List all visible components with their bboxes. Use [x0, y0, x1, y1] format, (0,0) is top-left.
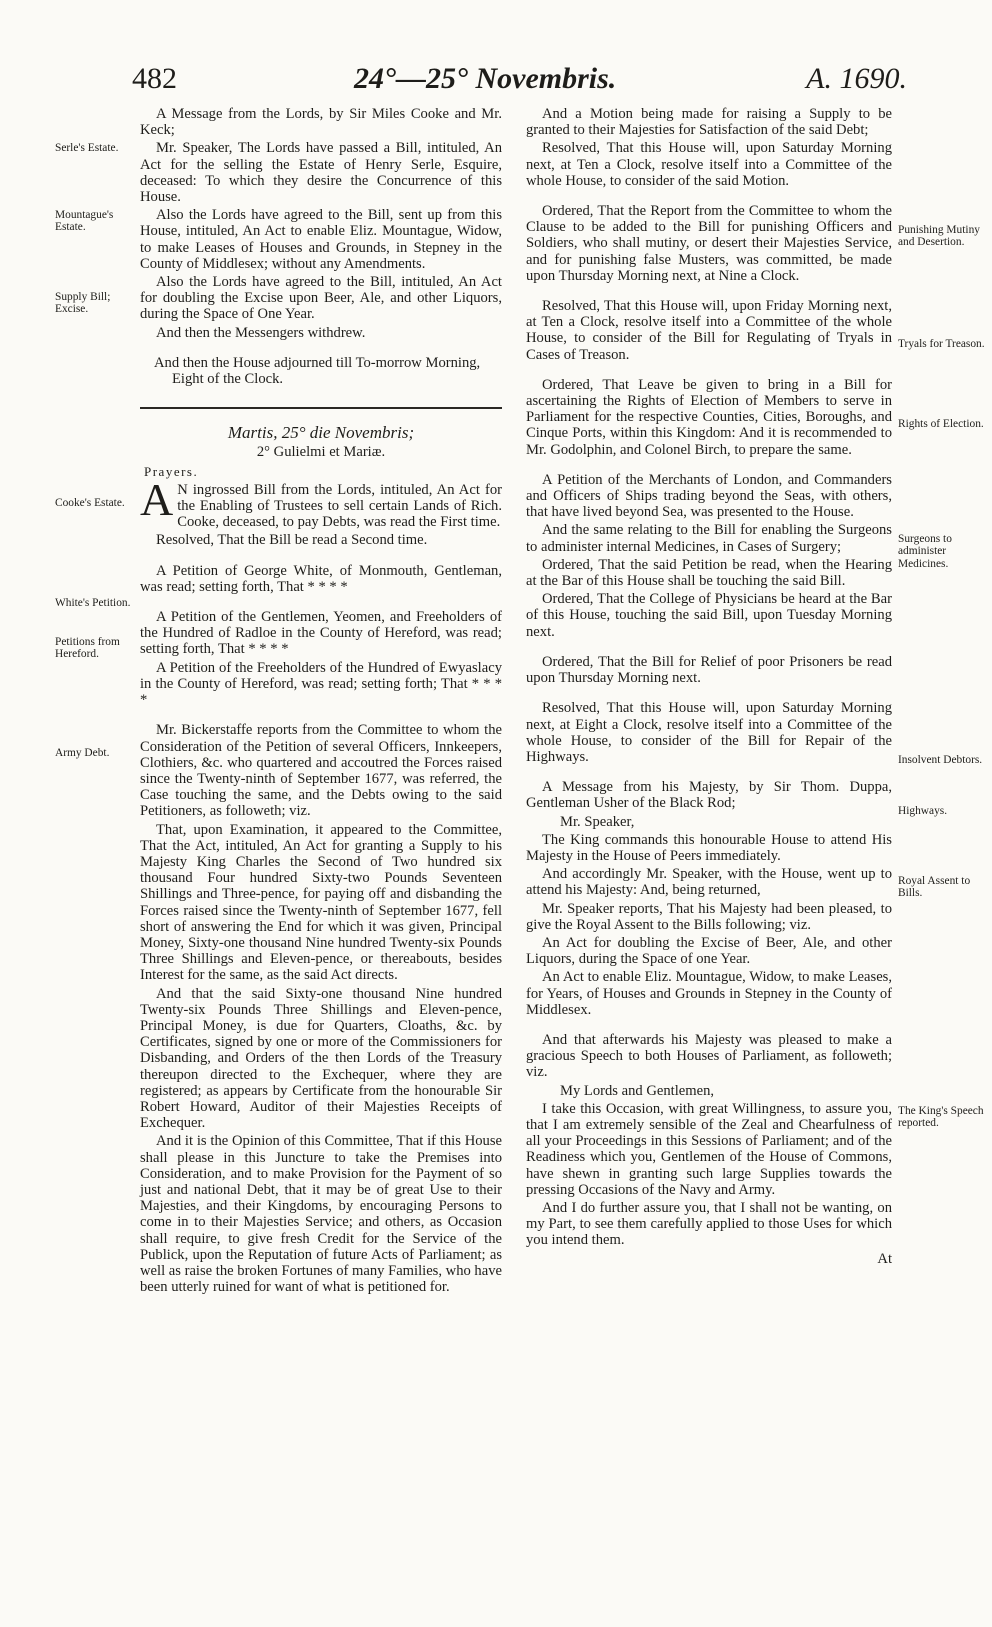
paragraph: Ordered, That Leave be given to bring in a Bill for ascertaining the Rights of Election of Members to serve in Parliament for the respective Counties, Cities, Boroughs, and Cinque Ports, within this Kingdom: And it is recommended to Mr. Godolphin, and Colonel Birch, to prepare the same.	[526, 376, 892, 458]
paragraph: A Petition of the Gentlemen, Yeomen, and Freeholders of the Hundred of Radloe in the County of Hereford, was read; setting forth, That * * * *	[140, 609, 502, 658]
margin-note-tryals-treason: Tryals for Treason.	[898, 338, 985, 350]
paragraph: And accordingly Mr. Speaker, with the House, went up to attend his Majesty: And, being returned,	[526, 866, 892, 899]
paragraph: Mr. Bickerstaffe reports from the Committee to whom the Consideration of the Petition of several Officers, Innkeepers, Clothiers, &c. who quartered and accoutred the Forces raised since the Twenty-ninth of September 1677, was referred, the Case touching the same, and the Debts owing to the said Petitioners, as followeth; viz.	[140, 722, 502, 820]
margin-note-insolvent-debtors: Insolvent Debtors.	[898, 754, 983, 766]
catchword: At	[877, 1250, 892, 1267]
paragraph: Resolved, That this House will, upon Saturday Morning next, at Eight a Clock, resolve itself into a Committee of the whole House, to consider of the Bill for Repair of the Highways.	[526, 700, 892, 765]
salutation: My Lords and Gentlemen,	[560, 1082, 715, 1099]
header-year: A. 1690.	[806, 62, 907, 95]
section-rule	[140, 407, 502, 409]
paragraph: And it is the Opinion of this Committee, That if this House shall please in this Juncture to take the Premises into Consideration, and to make Provision for the Payment of so just and national Debt, that it may be of great Use to their Majesties, and their Kingdoms, by encouraging Persons to come in to their Majesties Service; and others, as Occasion shall require, to give fresh Credit for the Service of the Publick, upon the Reputation of future Acts of Parliament; as well as raise the broken Fortunes of many Families, who have been utterly ruined for want of what is petitioned for.	[140, 1133, 502, 1296]
paragraph: Ordered, That the Report from the Committee to whom the Clause to be added to the Bill for punishing Officers and Soldiers, who shall mutiny, or desert their Majesties Service, and for punishing false Musters, was committed, be made upon Thursday Morning next, at Nine a Clock.	[526, 203, 892, 284]
paragraph: And then the Messengers withdrew.	[156, 324, 366, 341]
day-heading: Martis, 25° die Novembris;	[227, 423, 415, 443]
margin-note-surgeons: Surgeons to administer Medicines.	[898, 533, 952, 570]
paragraph: An Act to enable Eliz. Mountague, Widow, to make Leases, for Years, of Houses and Grounds in Stepney in the County of Middlesex.	[526, 969, 892, 1018]
paragraph: And a Motion being made for raising a Supply to be granted to their Majesties for Satisfaction of the said Debt;	[526, 106, 892, 139]
paragraph: Also the Lords have agreed to the Bill, intituled, An Act for doubling the Excise upon Beer, Ale, and other Liquors, during the Space of One Year.	[140, 274, 502, 323]
paragraph: Ordered, That the said Petition be read, when the Hearing at the Bar of this House shall be touching the said Bill.	[526, 556, 892, 590]
margin-note-highways: Highways.	[898, 805, 948, 817]
paragraph: An Act for doubling the Excise of Beer, Ale, and other Liquors, during the Space of one Year.	[526, 934, 892, 968]
paragraph: Resolved, That the Bill be read a Second time.	[156, 532, 428, 549]
margin-note-whites-petition: White's Petition.	[55, 597, 131, 609]
paragraph: A Petition of the Merchants of London, and Commanders and Officers of Ships trading beyond the Seas, with others, that have lived beyond Sea, was presented to the House.	[526, 471, 892, 521]
paragraph: A Petition of the Freeholders of the Hundred of Ewyaslacy in the County of Hereford, was read; setting forth; That * * * *	[140, 659, 502, 709]
paragraph: A Petition of George White, of Monmouth, Gentleman, was read; setting forth, That * * * *	[140, 562, 502, 595]
margin-note-supply-bill: Supply Bill; Excise.	[55, 291, 111, 316]
paragraph: And that the said Sixty-one thousand Nine hundred Twenty-six Pounds Three Shillings and Eleven-pence, Principal Money, is due for Quarters, Cloaths, &c. by Certificates, signed by one or more of the Commissioners for Disbanding, and Orders of the then Lords of the Treasury thereupon directed to the Exchequer, where they are registered; as appears by Certificate from the honourable Sir Robert Howard, Auditor of their Majesties Receipts of Exchequer.	[140, 985, 502, 1132]
paragraph: A Message from his Majesty, by Sir Thom. Duppa, Gentleman Usher of the Black Rod;	[526, 779, 892, 812]
margin-note-rights-election: Rights of Election.	[898, 418, 984, 430]
margin-note-royal-assent: Royal Assent to Bills.	[898, 875, 971, 900]
margin-note-punishing-mutiny: Punishing Mutiny and Desertion.	[898, 224, 980, 249]
paragraph: And that afterwards his Majesty was pleased to make a gracious Speech to both Houses of Parliament, as followeth; viz.	[526, 1031, 892, 1081]
paragraph: And I do further assure you, that I shall not be wanting, on my Part, to see them carefully applied to those Uses for which you intend them.	[526, 1199, 892, 1249]
page-number: 482	[132, 62, 177, 95]
header-date: 24°—25° Novembris.	[354, 62, 617, 95]
drop-cap: A	[140, 473, 174, 525]
paragraph: Resolved, That this House will, upon Saturday Morning next, at Ten a Clock, resolve itself into a Committee of the whole House, to consider of the said Motion.	[526, 140, 892, 189]
paragraph: That, upon Examination, it appeared to the Committee, That the Act, intituled, An Act for granting a Supply to his Majesty King Charles the Second of Two hundred six thousand Four hundred Sixty-two Pounds Seventeen Shillings and Three-pence, for paying off and disbanding the Forces raised since the Twenty-ninth of September 1677, fell short of answering the End for which it was given, Principal Money, Sixty-one thousand Nine hundred Twenty-six Pounds Three Shillings and Eleven-pence, or thereabouts, besides Interest for the same, as the said Act directs.	[140, 821, 502, 984]
paragraph: Ordered, That the College of Physicians be heard at the Bar of this House, touching the said Bill, upon Tuesday Morning next.	[526, 591, 892, 640]
paragraph: The King commands this honourable House to attend His Majesty in the House of Peers immediately.	[526, 831, 892, 864]
adjournment-note: And then the House adjourned till To-morrow Morning, Eight of the Clock.	[154, 354, 481, 388]
paragraph: Resolved, That this House will, upon Friday Morning next, at Ten a Clock, resolve itself into a Committee of the whole House, to consider of the Bill for Regulating of Tryals in Cases of Treason.	[526, 298, 892, 363]
margin-note-mountagues-estate: Mountague's Estate.	[55, 209, 114, 234]
margin-note-petitions-hereford: Petitions from Hereford.	[55, 636, 120, 661]
paragraph: And the same relating to the Bill for enabling the Surgeons to administer internal Medicines, in Cases of Surgery;	[526, 522, 892, 555]
paragraph: Ordered, That the Bill for Relief of poor Prisoners be read upon Thursday Morning next.	[526, 653, 892, 687]
left-column	[140, 106, 502, 1297]
margin-note-cookes-estate: Cooke's Estate.	[55, 497, 125, 509]
page-header	[132, 62, 907, 102]
paragraph: Mr. Speaker, The Lords have passed a Bill, intituled, An Act for the selling the Estate of Henry Serle, Esquire, deceased: To which they desire the Concurrence of this House.	[140, 140, 502, 206]
margin-note-serles-estate: Serle's Estate.	[55, 142, 119, 154]
paragraph: Mr. Speaker reports, That his Majesty had been pleased, to give the Royal Assent to the Bills following; viz.	[526, 900, 892, 933]
salutation: Mr. Speaker,	[560, 813, 635, 830]
margin-note-kings-speech: The King's Speech reported.	[898, 1105, 984, 1130]
paragraph: Also the Lords have agreed to the Bill, sent up from this House, intituled, An Act to enable Eliz. Mountague, Widow, to make Leases of Houses and Grounds, in Stepney in the County of Middlesex; without any Amendments.	[140, 207, 502, 272]
right-column	[526, 106, 892, 1269]
paragraph-drop-cap: A N ingrossed Bill from the Lords, intituled, An Act for the Enabling of Trustees to sell certain Lands of Rich. Cooke, deceased, to pay Debts, was read the First time.	[140, 473, 502, 531]
paragraph: A Message from the Lords, by Sir Miles Cooke and Mr. Keck;	[140, 106, 502, 139]
margin-note-army-debt: Army Debt.	[55, 747, 110, 759]
regnal-year: 2° Gulielmi et Mariæ.	[256, 444, 386, 461]
paragraph: I take this Occasion, with great Willingness, to assure you, that I am extremely sensible of the Zeal and Chearfulness of all your Proceedings in this Sessions of Parliament; and of the Readiness which you, Gentlemen of the House of Commons, have shewn in granting such large Supplies towards the pressing Occasions of the Navy and Army.	[526, 1100, 892, 1198]
prayers-heading: Prayers.	[144, 463, 199, 479]
